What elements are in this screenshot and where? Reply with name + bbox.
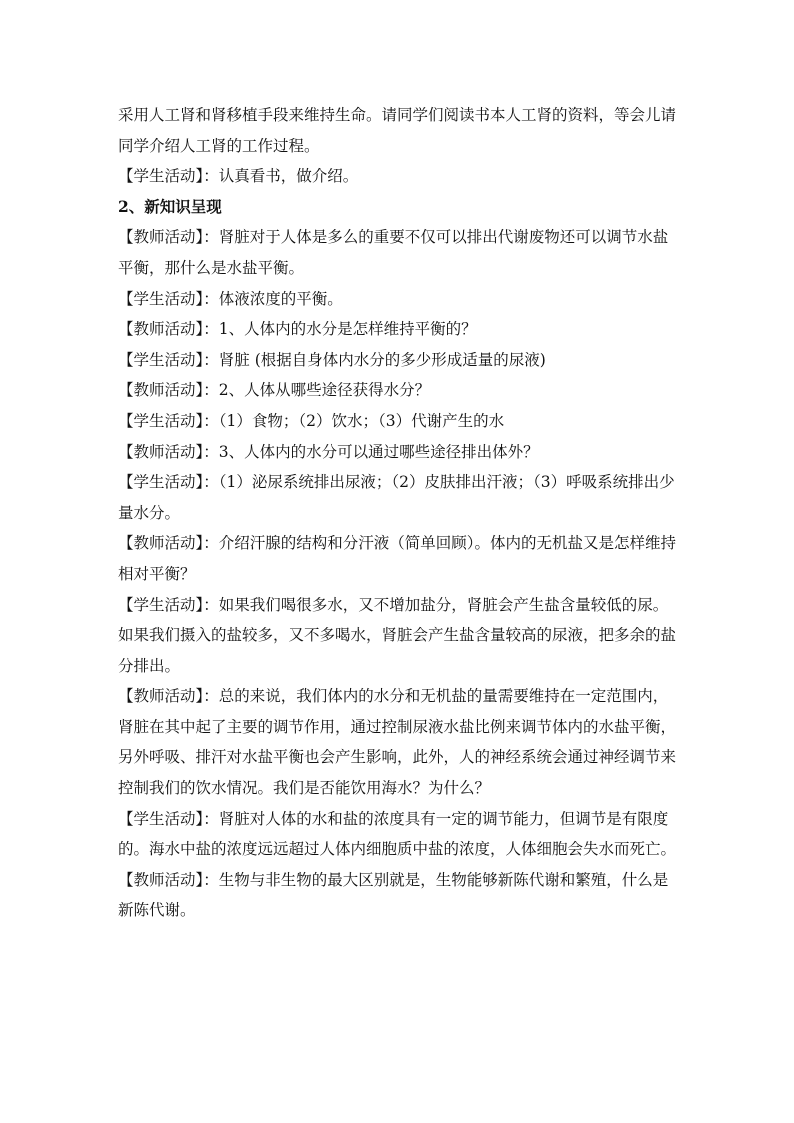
activity-label: 【教师活动】	[118, 320, 204, 339]
teacher-activity-paragraph	[118, 437, 678, 468]
teacher-activity-paragraph	[118, 528, 678, 589]
student-activity-paragraph	[118, 467, 678, 528]
intro-paragraph: 采用人工肾和肾移植手段来维持生命。请同学们阅读书本人工肾的资料，等会儿请同学介绍人工肾的工作过程。	[118, 106, 677, 155]
activity-text: ：（1）食物；（2）饮水；（3）代谢产生的水	[203, 411, 505, 430]
activity-text: ：2、人体从哪些途径获得水分？	[203, 381, 431, 400]
activity-label: 【学生活动】	[118, 473, 204, 492]
document-page	[118, 100, 678, 926]
activity-text: ：肾脏对于人体是多么的重要不仅可以排出代谢废物还可以调节水盐平衡，那什么是水盐平衡。	[118, 228, 669, 277]
activity-label: 【学生活动】	[118, 167, 204, 186]
activity-label: 【学生活动】	[118, 289, 204, 308]
teacher-activity-paragraph	[118, 681, 678, 803]
student-activity-paragraph	[118, 804, 678, 865]
activity-text: ：1、人体内的水分是怎样维持平衡的？	[203, 320, 477, 339]
activity-text: ：如果我们喝很多水，又不增加盐分，肾脏会产生盐含量较低的尿。如果我们摄入的盐较多，又不多喝水，肾脏会产生盐含量较高的尿液，把多余的盐分排出。	[118, 595, 677, 675]
activity-label: 【教师活动】	[118, 534, 204, 553]
student-activity-paragraph	[118, 345, 678, 376]
activity-text: ：介绍汗腺的结构和分汗液（简单回顾）。体内的无机盐又是怎样维持相对平衡？	[118, 534, 677, 583]
student-activity-paragraph	[118, 406, 678, 437]
activity-text: ：（1）泌尿系统排出尿液；（2）皮肤排出汗液；（3）呼吸系统排出少量水分。	[118, 473, 675, 522]
activity-text: ：生物与非生物的最大区别就是，生物能够新陈代谢和繁殖，什么是新陈代谢。	[118, 870, 669, 920]
activity-label: 【教师活动】	[118, 870, 204, 889]
activity-text: ：认真看书，做介绍。	[203, 167, 359, 186]
activity-text: ：3、人体内的水分可以通过哪些途径排出体外？	[203, 442, 539, 461]
activity-text: ：总的来说，我们体内的水分和无机盐的量需要维持在一定范围内，肾脏在其中起了主要的调节作用，通过控制尿液水盐比例来调节体内的水盐平衡，另外呼吸、排汗对水盐平衡也会产生影响，此外，人的神经系统会通过神经调节来控制我们的饮水情况。我们是否能饮用海水？为什么？	[118, 687, 677, 798]
teacher-activity-paragraph	[118, 314, 678, 345]
activity-text: ：体液浓度的平衡。	[203, 289, 343, 308]
student-activity-paragraph	[118, 161, 678, 192]
activity-label: 【学生活动】	[118, 350, 204, 369]
activity-label: 【学生活动】	[118, 809, 204, 828]
student-activity-paragraph	[118, 590, 678, 682]
activity-label: 【学生活动】	[118, 595, 204, 614]
activity-label: 【教师活动】	[118, 687, 204, 706]
activity-label: 【教师活动】	[118, 442, 204, 461]
activity-text: ：肾脏 (根据自身体内水分的多少形成适量的尿液)	[203, 350, 546, 369]
teacher-activity-paragraph	[118, 375, 678, 406]
section-heading: 2、新知识呈现	[118, 196, 222, 216]
teacher-activity-paragraph	[118, 865, 678, 926]
student-activity-paragraph	[118, 284, 678, 315]
teacher-activity-paragraph	[118, 222, 678, 283]
activity-text: ：肾脏对人体的水和盐的浓度具有一定的调节能力，但调节是有限度的。海水中盐的浓度远远超过人体内细胞质中盐的浓度，人体细胞会失水而死亡。	[118, 809, 677, 859]
activity-label: 【学生活动】	[118, 411, 204, 430]
activity-label: 【教师活动】	[118, 228, 204, 247]
activity-label: 【教师活动】	[118, 381, 204, 400]
